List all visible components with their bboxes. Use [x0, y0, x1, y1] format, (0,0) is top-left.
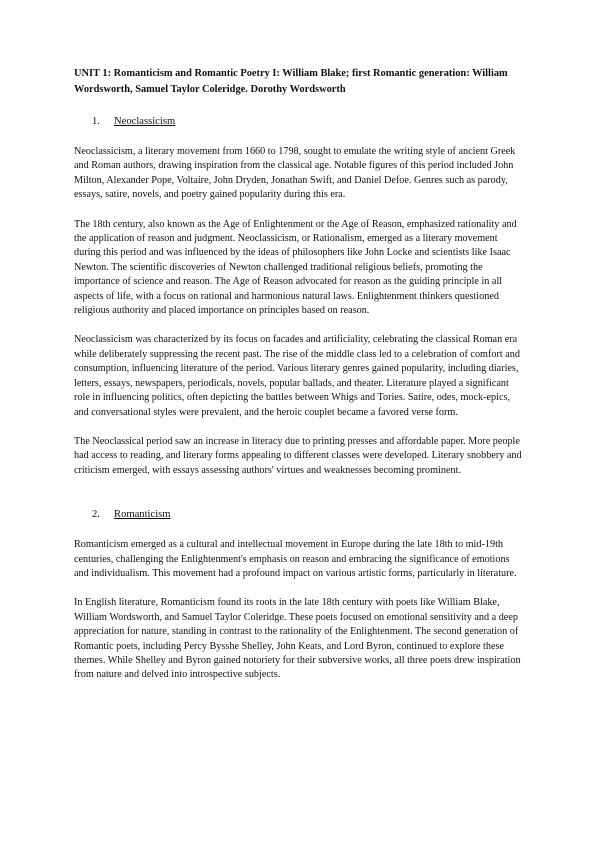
document-title: UNIT 1: Romanticism and Romantic Poetry I: William Blake; first Romantic generation: William Wordsworth, Samuel Taylor Coleridge. Dorothy Wordsworth — [74, 68, 508, 95]
section-heading-romanticism — [74, 507, 524, 522]
section-heading-neoclassicism — [74, 114, 524, 129]
paragraph: In English literature, Romanticism found its roots in the late 18th century with poets like William Blake, William Wordsworth, and Samuel Taylor Coleridge. These poets focused on emotional sensitivity and a deep appreciation for nature, standing in contrast to the rationality of the Enlightenment. The second generation of Romantic poets, including Percy Bysshe Shelley, John Keats, and Lord Byron, continued to explore these themes. While Shelley and Byron gained notoriety for their subversive works, all three poets drew inspiration from nature and delved into introspective subjects. — [74, 597, 521, 681]
paragraph: Romanticism emerged as a cultural and intellectual movement in Europe during the late 18th to mid-19th centuries, challenging the Enlightenment's emphasis on reason and embracing the significance of emotions and individualism. This movement had a profound impact on various artistic forms, particularly in literature. — [74, 539, 517, 579]
section-title: Romanticism — [114, 509, 171, 521]
paragraph: Neoclassicism, a literary movement from 1660 to 1798, sought to emulate the writing style of ancient Greek and Roman authors, drawing inspiration from the classical age. Notable figures of this period included John Milton, Alexander Pope, Voltaire, John Dryden, Jonathan Swift, and Daniel Defoe. Genres such as parody, essays, satire, novels, and poetry gained popularity during this era. — [74, 146, 516, 201]
paragraph: The Neoclassical period saw an increase in literacy due to printing presses and affordable paper. More people had access to reading, and literary forms appealing to different classes were developed. Literary snobbery and criticism emerged, with essays assessing authors' virtues and weaknesses becoming prominent. — [74, 435, 522, 476]
section-number: 2. — [92, 509, 100, 521]
section-spacer — [74, 493, 524, 507]
section-number: 1. — [92, 116, 100, 127]
paragraph: Neoclassicism was characterized by its focus on facades and artificiality, celebrating the classical Roman era while deliberately suppressing the recent past. The rise of the middle class led to a celebration of comfort and consumption, influencing literature of the period. Various literary genres gained popularity, including diaries, letters, essays, newspapers, periodicals, novels, popular ballads, and theater. Literature played a significant role in influencing politics, often depicting the battles between Whigs and Tories. Satire, odes, mock-epics, and conversational styles were prevalent, and the heroic couplet became a favored verse form. — [74, 334, 520, 418]
paragraph: The 18th century, also known as the Age of Enlightenment or the Age of Reason, emphasized rationality and the application of reason and judgment. Neoclassicism, or Rationalism, emerged as a literary movement during this period and was influenced by the ideas of philosophers like John Locke and scientists like Isaac Newton. The scientific discoveries of Newton challenged traditional religious beliefs, promoting the importance of science and reason. The Age of Reason advocated for reason as the guiding principle in all aspects of life, with a focus on rational and harmonious natural laws. Enlightenment thinkers questioned religious authority and placed importance on principles based on reason. — [74, 218, 517, 317]
section-title: Neoclassicism — [114, 116, 176, 127]
